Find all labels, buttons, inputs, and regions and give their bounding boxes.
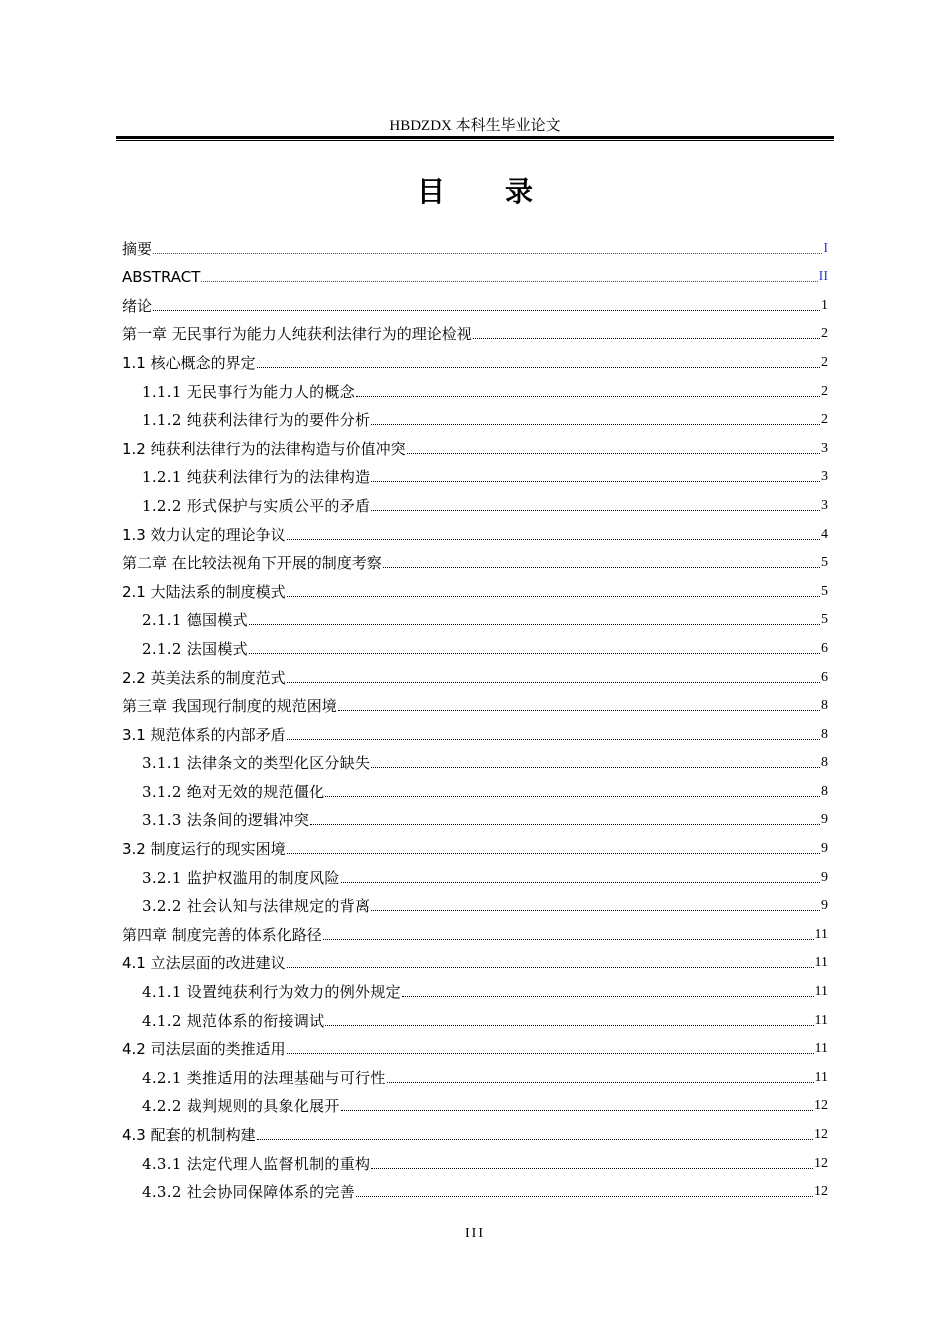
- toc-entry: [122, 573, 828, 602]
- toc-entry: [122, 487, 828, 516]
- toc-entry-page: 6: [821, 640, 828, 656]
- toc-dot-leader: [407, 453, 820, 454]
- toc-entry-title: 3.1.1 法律条文的类型化区分缺失: [142, 754, 371, 773]
- toc-entry-page: 12: [814, 1155, 828, 1171]
- toc-dot-leader: [341, 1110, 813, 1111]
- toc-entry-page: 11: [814, 955, 828, 971]
- toc-entry: [122, 516, 828, 545]
- toc-dot-leader: [249, 624, 820, 625]
- toc-entry-title: 4.1.2 规范体系的衔接调试: [142, 1011, 325, 1030]
- toc-dot-leader: [371, 424, 820, 425]
- toc-dot-leader: [287, 967, 814, 968]
- toc-entry: [122, 459, 828, 488]
- toc-entry-title: 4.3.1 法定代理人监督机制的重构: [142, 1154, 371, 1173]
- toc-entry-title: 4.2.2 裁判规则的具象化展开: [142, 1097, 340, 1116]
- toc-entry-title: 第四章 制度完善的体系化路径: [122, 925, 322, 944]
- toc-entry-page: 5: [821, 555, 828, 571]
- header-rule-thin: [116, 140, 834, 141]
- toc-entry: [122, 1002, 828, 1031]
- toc-dot-leader: [325, 1025, 813, 1026]
- toc-dot-leader: [371, 1168, 813, 1169]
- toc-entry: [122, 1174, 828, 1203]
- toc-dot-leader: [473, 338, 820, 339]
- toc-entry: [122, 802, 828, 831]
- toc-entry-title: 1.2.1 纯获利法律行为的法律构造: [142, 468, 371, 487]
- toc-entry-page: 9: [821, 812, 828, 828]
- toc-dot-leader: [383, 567, 820, 568]
- toc-dot-leader: [257, 1139, 813, 1140]
- toc-entry-page: 11: [814, 1069, 828, 1085]
- toc-entry-page: 3: [821, 497, 828, 513]
- toc-entry-title: 摘要: [122, 239, 153, 258]
- toc-entry-title: ABSTRACT: [122, 268, 201, 287]
- toc-entry-page: 8: [821, 755, 828, 771]
- toc-entry: [122, 316, 828, 345]
- toc-entry-title: 3.1 规范体系的内部矛盾: [122, 725, 286, 744]
- toc-entry-page: 5: [821, 612, 828, 628]
- toc-entry-title: 4.2.1 类推适用的法理基础与可行性: [142, 1068, 386, 1087]
- toc-entry-title: 3.2 制度运行的现实困境: [122, 840, 286, 859]
- toc-entry: [122, 602, 828, 631]
- toc-entry: [122, 859, 828, 888]
- toc-dot-leader: [387, 1082, 814, 1083]
- toc-entry: [122, 402, 828, 431]
- page-header: HBDZDX 本科生毕业论文: [389, 118, 561, 134]
- toc-dot-leader: [249, 653, 820, 654]
- toc-entry: [122, 545, 828, 574]
- toc-dot-leader: [287, 596, 820, 597]
- toc-entry-page: 2: [821, 412, 828, 428]
- toc-entry-page: 5: [821, 583, 828, 599]
- toc-entry: [122, 916, 828, 945]
- toc-entry-page: 8: [821, 726, 828, 742]
- toc-entry-page: I: [823, 240, 828, 256]
- toc-dot-leader: [153, 310, 820, 311]
- toc-entry-title: 2.1.1 德国模式: [142, 611, 248, 630]
- toc-entry-title: 4.1 立法层面的改进建议: [122, 954, 286, 973]
- toc-entry-title: 3.2.1 监护权滥用的制度风险: [142, 868, 340, 887]
- toc-dot-leader: [341, 882, 820, 883]
- toc-entry-page: 2: [821, 383, 828, 399]
- toc-entry-title: 1.1.2 纯获利法律行为的要件分析: [142, 411, 371, 430]
- toc-dot-leader: [201, 281, 817, 282]
- toc-entry-title: 第一章 无民事行为能力人纯获利法律行为的理论检视: [122, 325, 472, 344]
- toc-entry-page: 12: [814, 1127, 828, 1142]
- toc-dot-leader: [287, 539, 820, 540]
- toc-entry: [122, 716, 828, 745]
- toc-entry-page: 9: [821, 898, 828, 914]
- toc-entry-page: 11: [814, 1012, 828, 1028]
- toc-entry-page: 2: [821, 326, 828, 342]
- title-char-left: 目: [416, 175, 445, 208]
- toc-entry: [122, 745, 828, 774]
- toc-dot-leader: [371, 767, 820, 768]
- toc-entry: [122, 945, 828, 974]
- toc-entry-page: 11: [814, 984, 828, 1000]
- toc-entry-title: 3.2.2 社会认知与法律规定的背离: [142, 897, 371, 916]
- toc-entry: [122, 888, 828, 917]
- toc-entry-title: 1.3 效力认定的理论争议: [122, 525, 286, 544]
- toc-entry-page: 11: [814, 1041, 828, 1057]
- toc-dot-leader: [287, 1053, 814, 1054]
- toc-dot-leader: [153, 253, 822, 254]
- page-number: III: [465, 1226, 485, 1241]
- toc-entry: [122, 773, 828, 802]
- toc-entry: [122, 373, 828, 402]
- toc-dot-leader: [371, 481, 820, 482]
- toc-entry: [122, 1088, 828, 1117]
- toc-entry: [122, 430, 828, 459]
- toc-entry: [122, 630, 828, 659]
- title-char-right: 录: [505, 175, 534, 208]
- toc-entry-page: 6: [821, 669, 828, 685]
- toc-entry-title: 2.1.2 法国模式: [142, 639, 248, 658]
- toc-entry-page: 4: [821, 526, 828, 542]
- toc-entry-title: 1.1 核心概念的界定: [122, 353, 256, 372]
- page-title: [116, 172, 834, 212]
- toc-entry: [122, 344, 828, 373]
- toc-entry: [122, 287, 828, 316]
- toc-entry-title: 2.2 英美法系的制度范式: [122, 668, 286, 687]
- toc-entry-title: 4.1.1 设置纯获利行为效力的例外规定: [142, 983, 401, 1002]
- toc-entry-title: 1.1.1 无民事行为能力人的概念: [142, 382, 356, 401]
- toc-entry: [122, 973, 828, 1002]
- toc-dot-leader: [325, 796, 820, 797]
- toc-dot-leader: [356, 1196, 813, 1197]
- toc-entry-title: 绪论: [122, 296, 153, 315]
- toc-dot-leader: [371, 510, 820, 511]
- toc-entry-title: 3.1.3 法条间的逻辑冲突: [142, 811, 310, 830]
- header-rule-thick: [116, 136, 834, 139]
- toc-entry-title: 4.2 司法层面的类推适用: [122, 1040, 286, 1059]
- toc-entry-title: 1.2 纯获利法律行为的法律构造与价值冲突: [122, 439, 406, 458]
- toc-entry-page: 12: [814, 1184, 828, 1200]
- toc-entry-page: 3: [821, 469, 828, 485]
- toc-dot-leader: [356, 396, 820, 397]
- toc-entry-page: 9: [821, 869, 828, 885]
- toc-dot-leader: [402, 996, 814, 997]
- toc-entry: [122, 1116, 828, 1145]
- toc-entry-page: 11: [814, 926, 828, 942]
- toc-dot-leader: [371, 910, 820, 911]
- toc-entry-page: 9: [821, 841, 828, 857]
- toc-entry-title: 1.2.2 形式保护与实质公平的矛盾: [142, 496, 371, 515]
- toc-entry-title: 第三章 我国现行制度的规范困境: [122, 697, 337, 716]
- toc-entry-title: 第二章 在比较法视角下开展的制度考察: [122, 554, 382, 573]
- toc-dot-leader: [257, 367, 820, 368]
- toc-entry[interactable]: [122, 230, 828, 259]
- toc-entry[interactable]: [122, 259, 828, 288]
- toc-entry-page: 12: [814, 1098, 828, 1114]
- toc-dot-leader: [287, 853, 820, 854]
- toc-dot-leader: [338, 710, 820, 711]
- toc-entry: [122, 1145, 828, 1174]
- toc-entry: [122, 659, 828, 688]
- toc-entry-page: 3: [821, 440, 828, 456]
- toc-entry: [122, 1031, 828, 1060]
- toc-dot-leader: [287, 682, 820, 683]
- toc-entry-title: 3.1.2 绝对无效的规范僵化: [142, 782, 325, 801]
- toc-entry-title: 2.1 大陆法系的制度模式: [122, 582, 286, 601]
- toc-entry-page: II: [818, 269, 828, 285]
- toc-entry-page: 8: [821, 698, 828, 714]
- toc-entry: [122, 688, 828, 717]
- toc-dot-leader: [323, 939, 814, 940]
- toc-entry-page: 2: [821, 354, 828, 370]
- toc-entry: [122, 830, 828, 859]
- toc-entry-page: 1: [821, 297, 828, 313]
- toc-entry-title: 4.3.2 社会协同保障体系的完善: [142, 1183, 356, 1202]
- toc-entry: [122, 1059, 828, 1088]
- table-of-contents: [122, 230, 828, 1202]
- toc-entry-title: 4.3 配套的机制构建: [122, 1126, 256, 1144]
- toc-dot-leader: [287, 739, 820, 740]
- toc-dot-leader: [310, 824, 820, 825]
- toc-entry-page: 8: [821, 783, 828, 799]
